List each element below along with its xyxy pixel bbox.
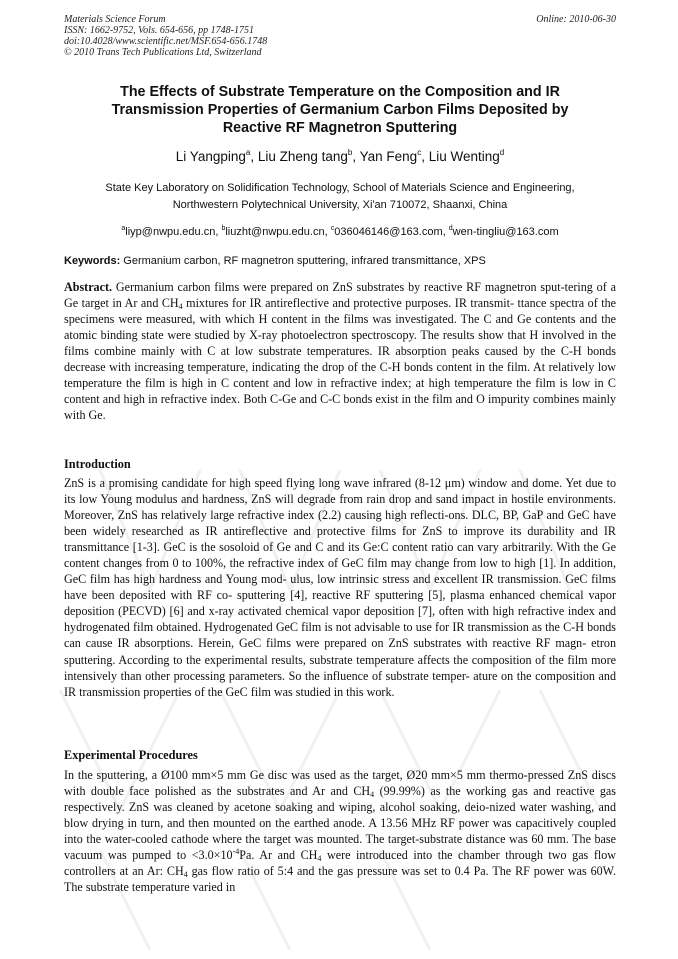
keywords-label: Keywords: (64, 255, 121, 267)
author-name: Yan Feng (359, 149, 418, 164)
abstract (64, 279, 616, 423)
experimental-text (64, 767, 616, 895)
section-heading-introduction: Introduction (64, 457, 131, 471)
author-separator: , (352, 149, 360, 164)
author-superscript: b (347, 148, 353, 157)
email-address: wen-tingliu@163.com (452, 226, 559, 238)
section-heading-experimental: Experimental Procedures (64, 748, 198, 762)
online-date: Online: 2010-06-30 (536, 14, 616, 25)
abstract-text: mixtures for IR antireflective and protective purposes. IR transmit- ttance spectra of the specimens were measured, with which H content in the films was investigated. The C and Ge contents and the atomic binding state were studied by X-ray photoelectron spectroscopy. The results show that H involved in the films combine mainly with C at low substrate temperatures. IR absorption peaks caused by the C-H bonds decrease with increasing temperature, indicating the drop of the C-H bonds content in the film. At relatively low temperature the film is high in C content and low in refractive index; at high temperature the film is low in C content and high in refractive index. Both C-Ge and C-C bonds exist in the film and O impurity combines mainly with Ge. (64, 296, 616, 423)
author-list (64, 148, 616, 166)
author-name: Liu Zheng tang (257, 149, 348, 164)
paragraph-text: (99.99%) as the working gas and reactive gas respectively. ZnS was cleaned by acetone soaking and wiping, alcohol soaking, deio-nized water washing, and blow drying in turn, and then mounted on the earthed anode. A 13.56 MHz RF power was capacitively coupled into the water-cooled cathode where the target was mounted. The target-substrate distance was 60 mm. The base vacuum was pumped to <3.0×10 (64, 784, 617, 863)
subscript: 4 (183, 870, 188, 880)
keywords-text: Germanium carbon, RF magnetron sputtering, infrared transmittance, XPS (120, 255, 486, 267)
email-address: liyp@nwpu.edu.cn, (125, 226, 219, 238)
email-superscript: b (221, 225, 226, 232)
email-list (64, 224, 616, 240)
abstract-text: Germanium carbon films were prepared on ZnS substrates by reactive RF magnetron sput-tering of a Ge target in Ar and CH (64, 280, 616, 311)
affiliation-line: Northwestern Polytechnical University, Xi'an 710072, Shaanxi, China (172, 199, 508, 211)
subscript: 4 (370, 790, 375, 800)
doi-line: doi:10.4028/www.scientific.net/MSF.654-656.1748 (64, 36, 268, 47)
author-separator: , (250, 149, 258, 164)
journal-name: Materials Science Forum (64, 14, 166, 25)
introduction-text: ZnS is a promising candidate for high speed flying long wave infrared (8-12 μm) window and dome. Yet due to its low Young modulus and hardness, ZnS will degrade from rain drop and sand impact in hostile environments. Moreover, ZnS has relatively large refractive index (2.2) causing high reflecti-ons. DLC, BP, GaP and GeC have been widely researched as IR antireflective and protective films for ZnS to improve its durability and IR transmittance [1-3]. GeC is the sosoloid of Ge and C and its Ge:C content ratio can vary arbitrarily. With the Ge content changes from 0 to 100%, the refractive index of GeC film may change from low to high [1]. In addition, GeC film has high hardness and Young mod- ulus, low intrinsic stress and excellent IR transmission. GeC films have been deposited with RF co- sputtering [4], reactive RF sputtering [5], plasma enhanced chemical vapor deposition (PECVD) [6] and x-ray activated chemical vapor deposition [7], often with high refractive index and hydrogenated film obtained. Hydrogenated GeC film is not advisable to use for IR transmission as the C-H bonds can cause IR absorptions. Herein, GeC films were prepared on ZnS substrates with reactive RF magn- etron sputtering. According to the experimental results, substrate temperature affects the composition of the film more intensively than other processing parameters. So the influence of substrate temper- ature on the composition and IR transmission properties of the GeC film was studied in this work. (64, 476, 616, 699)
keywords (64, 253, 616, 269)
email-superscript: a (121, 225, 126, 232)
email-address: liuzht@nwpu.edu.cn, (225, 226, 328, 238)
affiliation-line: State Key Laboratory on Solidification Technology, School of Materials Science and Engineering, (105, 182, 575, 194)
paragraph-text: Pa. Ar and CH (239, 848, 318, 863)
abstract-label: Abstract. (64, 280, 113, 294)
issn-line: ISSN: 1662-9752, Vols. 654-656, pp 1748-1751 (64, 25, 254, 36)
author-name: Liu Wenting (428, 149, 500, 164)
author-separator: , (421, 149, 429, 164)
email-superscript: c (330, 225, 335, 232)
author-superscript: a (245, 148, 251, 157)
email-superscript: d (448, 225, 453, 232)
author-name: Li Yangping (175, 149, 246, 164)
title-line: Reactive RF Magnetron Sputtering (222, 120, 458, 136)
author-superscript: c (417, 148, 422, 157)
email-address: 036046146@163.com, (334, 226, 446, 238)
author-superscript: d (499, 148, 505, 157)
title-line: Transmission Properties of Germanium Carbon Films Deposited by (111, 102, 569, 118)
copyright-line: © 2010 Trans Tech Publications Ltd, Switzerland (64, 47, 262, 58)
subscript: 4 (178, 302, 183, 312)
subscript: 4 (317, 854, 322, 864)
journal-header (64, 14, 616, 58)
affiliation (64, 180, 616, 214)
paragraph-text: gas flow ratio of 5:4 and the gas pressure was set to 0.4 Pa. The RF power was 60W. The substrate temperature varied in (64, 864, 616, 895)
paragraph-text: were introduced into the chamber through two gas flow controllers at an Ar: CH (64, 848, 616, 879)
title-line: The Effects of Substrate Temperature on the Composition and IR (120, 84, 560, 100)
paragraph-text: In the sputtering, a Ø100 mm×5 mm Ge disc was used as the target, Ø20 mm×5 mm thermo-pressed ZnS discs with double face polished as the substrates and Ar and CH (64, 768, 616, 799)
superscript: -4 (232, 847, 240, 857)
paper-title (64, 83, 616, 137)
